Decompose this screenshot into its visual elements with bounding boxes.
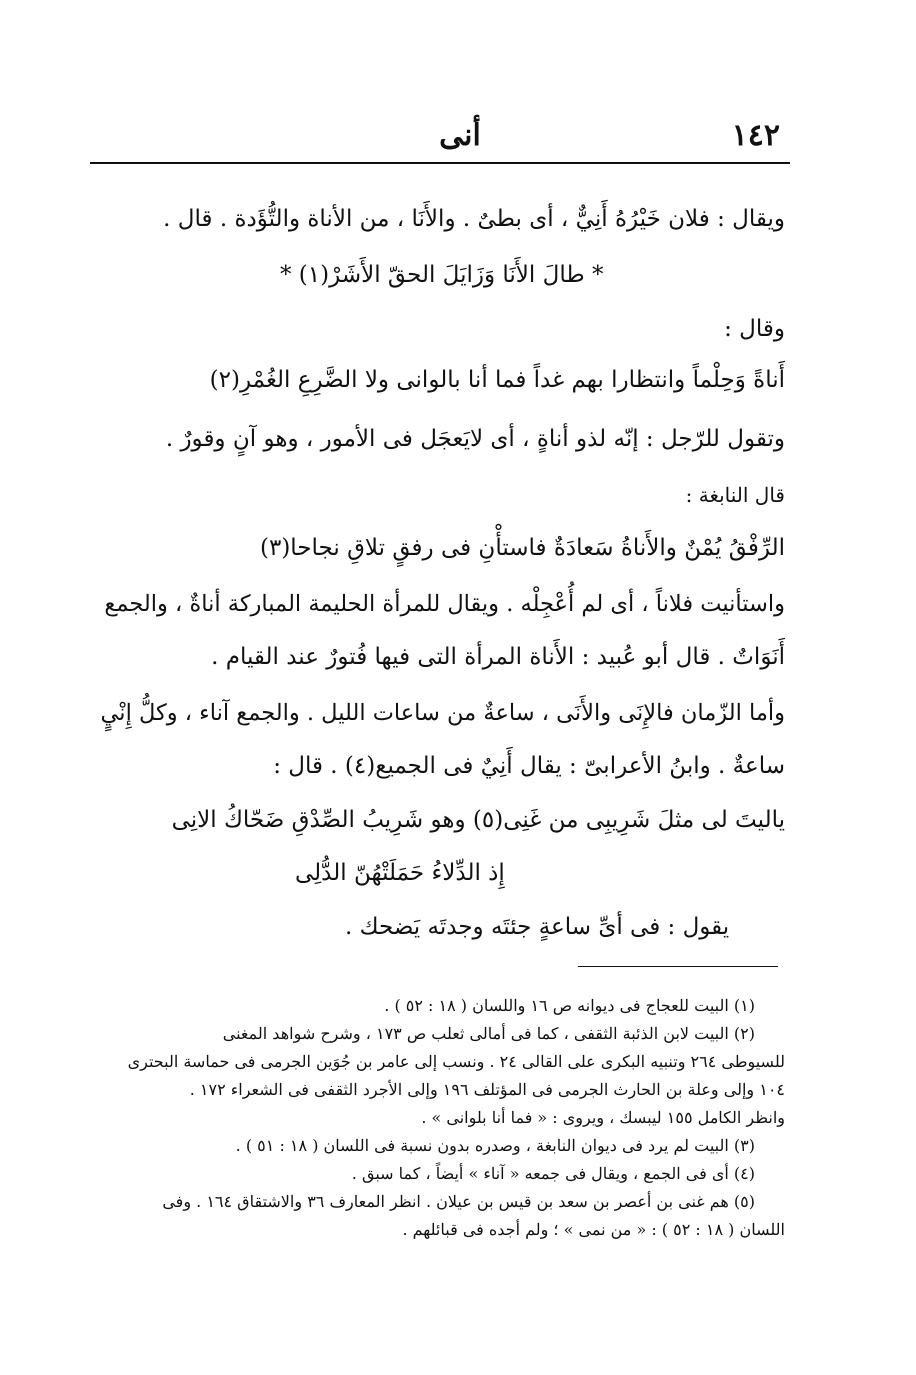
text-line: واستأنيت فلاناً ، أى لم أُعْجِلْه . ويقال للمرأة الحليمة المباركة أناةٌ ، والجمع [104, 591, 785, 617]
footnote-line: اللسان ( ١٨ : ٥٢ ) : « من نمى » ؛ ولم أجده فى قبائلهم . [402, 1220, 785, 1239]
footnote-line: (٢) البيت لابن الذئبة الثقفى ، كما فى أمالى ثعلب ص ١٧٣ ، وشرح شواهد المغنى [222, 1024, 755, 1043]
page-number: ١٤٢ [731, 118, 780, 153]
text-line: وأما الزّمان فالإِنَى والأَنَى ، ساعةٌ من ساعات الليل . والجمع آناء ، وكلُّ إِنْيٍ [100, 700, 785, 726]
footnote-line: (١) البيت للعجاج فى ديوانه ص ١٦ واللسان ( ١٨ : ٥٢ ) . [384, 996, 755, 1015]
header-rule [90, 162, 790, 164]
text-line: ساعةٌ . وابنُ الأعرابىّ : يقال أَنِيٌ فى الجميع(٤) . قال : [273, 753, 785, 779]
text-line: أَنَوَاتٌ . قال أبو عُبيد : الأَناة المرأة التى فيها فُتورٌ عند القيام . [211, 644, 785, 670]
footnote-line: للسيوطى ٢٦٤ وتنبيه البكرى على القالى ٢٤ . ونسب إلى عامر بن جُوَين الجرمى فى حماسة البحترى [127, 1052, 785, 1071]
footnote-line: (٥) هم غنى بن أعصر بن سعد بن قيس بن عيلان . انظر المعارف ٣٦ والاشتقاق ١٦٤ . وفى [162, 1192, 755, 1211]
text-line: قال النابغة : [685, 483, 785, 507]
footnote-line: (٣) البيت لم يرد فى ديوان النابغة ، وصدره بدون نسبة فى اللسان ( ١٨ : ٥١ ) . [235, 1136, 755, 1155]
footnote-line: ١٠٤ وإلى وعلة بن الحارث الجرمى فى المؤتلف ١٩٦ وإلى الأجرد الثقفى فى الشعراء ١٧٢ . [189, 1080, 785, 1099]
page-header [90, 118, 790, 158]
footnote-rule [578, 966, 778, 967]
verse-line: ياليتَ لى مثلَ شَرِيبِى من غَنِى(٥) وهو شَرِيبُ الصِّدْقِ ضَحّاكُ الانِى [171, 807, 785, 833]
text-line: ويقال : فلان خَيْرُهُ أَنِيٌّ ، أى بطىٌ . والأَنَا ، من الأناة والتُّؤَدة . قال . [163, 206, 785, 232]
footnote-line: (٤) أى فى الجمع ، ويقال فى جمعه « آناء » أيضاً ، كما سبق . [351, 1164, 755, 1183]
running-head: أنى [439, 118, 481, 153]
text-line: وقال : [724, 316, 785, 342]
verse-line: * طالَ الأَنَا وَزَايَلَ الحقّ الأَشَرْ(١) * [280, 262, 604, 288]
verse-line: الرِّفْقُ يُمْنٌ والأَناةُ سَعادَةٌ فاستأْنِ فى رفقٍ تلاقِ نجاحا(٣) [259, 535, 785, 561]
text-line: وتقول للرّجل : إنّه لذو أناةٍ ، أى لايَعجَل فى الأمور ، وهو آنٍ وقورٌ . [165, 426, 785, 452]
footnote-line: وانظر الكامل ١٥٥ ليبسك ، ويروى : « فما أنا بلوانى » . [421, 1108, 785, 1127]
text-line: يقول : فى أىِّ ساعةٍ جئتَه وجدتَه يَضحك . [345, 914, 730, 940]
verse-line: إِذ الدِّلاءُ حَمَلَتْهُنّ الدُّلِى [295, 860, 505, 886]
verse-line: أَناةً وَحِلْماً وانتظارا بهم غداً فما أنا بالوانى ولا الضَّرِعِ الغُمْرِ(٢) [209, 367, 785, 393]
